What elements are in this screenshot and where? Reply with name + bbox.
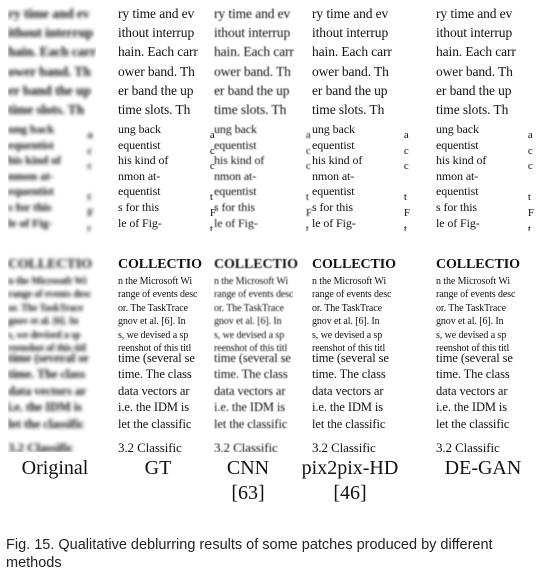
patch-text-line: nmon at- — [8, 168, 54, 183]
side-letter: F — [209, 206, 216, 219]
patch-text-line: n the Microsoft Wi — [312, 276, 386, 287]
side-letter: c — [403, 160, 409, 173]
side-letter — [528, 175, 534, 191]
patch-p5-de-gan — [436, 440, 536, 452]
patch-text-line: ower band. Th — [8, 63, 91, 79]
patch-text-line: n the Microsoft Wi — [118, 276, 192, 287]
patch-text-line: n the Microsoft Wi — [8, 276, 87, 287]
patch-text-line: le of Fig- — [312, 215, 356, 230]
patch-text-line: 3.2 Classific — [118, 440, 182, 452]
patch-text-line: er band the up — [312, 82, 388, 98]
patch-text-line: ry time and ev — [214, 6, 291, 21]
patch-text-line: time (several se — [8, 351, 89, 365]
patch-text-line: time (several se — [436, 351, 513, 365]
patch-text-line: s for this — [436, 199, 478, 214]
patch-text-line: s, we devised a sp — [214, 329, 285, 341]
figure-caption: Fig. 15. Qualitative deblurring results of some patches produced by different methods — [6, 537, 493, 571]
patch-text-line: nmon at- — [436, 168, 479, 183]
patch-text-line: let the classific — [436, 416, 510, 431]
patch-text-line: s for this — [8, 199, 52, 214]
side-letter: c — [527, 144, 533, 157]
patch-text-line: time. The class — [312, 367, 386, 382]
patch-p5-original — [8, 440, 96, 452]
patch-text-line: ung back — [214, 122, 257, 136]
patch-p3-cnn — [214, 254, 314, 355]
patch-p3-de-gan — [436, 254, 536, 355]
patch-text-line: equentist — [118, 184, 161, 199]
patch-text-line: let the classific — [118, 416, 192, 431]
patch-text-line: COLLECTIO — [312, 257, 396, 272]
side-letter: t — [527, 222, 531, 232]
patch-text-line: s for this — [118, 199, 160, 214]
patch-text-line: COLLECTIO — [436, 257, 520, 272]
side-letter: t — [305, 191, 309, 204]
patch-p3-original — [8, 254, 96, 355]
side-letter: t — [209, 191, 213, 204]
patch-text-line: time (several se — [312, 351, 389, 365]
side-letter: F — [527, 206, 534, 219]
patch-text-line: gnov et al. [6]. In — [118, 316, 186, 328]
patch-text-line: ung back — [312, 122, 355, 136]
patch-text-line: ithout interrup — [214, 25, 291, 41]
patch-p1-gt — [118, 4, 218, 119]
patch-text-line: s, we devised a sp — [312, 329, 383, 341]
side-letter: t — [403, 222, 407, 232]
patch-text-line: COLLECTIO — [214, 257, 298, 272]
patch-text-line: ry time and ev — [8, 6, 90, 21]
patch-text-line: le of Fig- — [214, 215, 258, 230]
patch-text-line: gnov et al. [6]. In — [312, 316, 380, 328]
patch-text-line: gnov et al. [6]. In — [214, 316, 282, 328]
patch-text-line: or. The TaskTrace — [312, 302, 382, 314]
patch-text-line: 3.2 Classific — [8, 440, 74, 452]
patch-p5-cnn — [214, 440, 314, 452]
patch-p4-pix2pix-hd — [312, 350, 412, 432]
patch-text-line: i.e. the IDM is — [118, 400, 190, 415]
patch-text-line: equentist — [214, 137, 257, 152]
side-letter: c — [87, 144, 93, 157]
side-letter: t — [403, 191, 407, 204]
column-gt — [118, 0, 218, 452]
side-letter — [404, 175, 410, 191]
patch-p2-pix2pix-hd — [312, 122, 412, 231]
patch-text-line: hain. Each carr — [312, 44, 392, 60]
patch-text-line: 3.2 Classific — [312, 440, 376, 452]
patch-p4-gt — [118, 350, 218, 432]
patch-text-line: time. The class — [8, 367, 86, 382]
side-letter: t — [87, 222, 91, 232]
patch-text-line: or. The TaskTrace — [436, 302, 506, 314]
patch-text-line: reenshot of this titl — [436, 343, 510, 355]
patch-text-line: hain. Each carr — [436, 44, 516, 60]
method-label-cnn: CNN [63] — [226, 457, 270, 504]
side-letter: a — [87, 129, 93, 141]
patch-text-line: equentist — [8, 184, 54, 199]
patch-text-line: equentist — [312, 137, 355, 152]
column-de-gan — [436, 0, 536, 452]
side-letter: t — [87, 191, 91, 204]
method-label-gt: GT — [144, 457, 172, 479]
patch-text-line: or. The TaskTrace — [214, 302, 284, 314]
patch-text-line: nmon at- — [312, 168, 355, 183]
patch-p2-de-gan — [436, 122, 536, 231]
patch-text-line: le of Fig- — [118, 215, 162, 230]
method-label-original: Original — [21, 457, 89, 479]
patch-text-line: let the classific — [8, 416, 85, 431]
side-letter: F — [305, 206, 312, 219]
patch-text-line: or. The TaskTrace — [8, 302, 84, 314]
patch-text-line: his kind of — [436, 153, 487, 168]
patch-text-line: i.e. the IDM is — [436, 400, 508, 415]
patch-text-line: ower band. Th — [312, 63, 389, 79]
method-labels — [0, 456, 545, 516]
patch-text-line: ry time and ev — [436, 6, 513, 21]
patch-text-line: his kind of — [312, 153, 363, 168]
patch-text-line: er band the up — [8, 82, 91, 98]
patch-text-line: 3.2 Classific — [436, 440, 500, 452]
side-letter: t — [527, 191, 531, 204]
patch-text-line: ry time and ev — [118, 6, 195, 21]
patch-text-line: i.e. the IDM is — [8, 400, 82, 415]
patch-side-letters — [404, 128, 410, 231]
patch-text-line: hain. Each carr — [8, 44, 96, 60]
patch-text-line: gnov et al. [6]. In — [436, 316, 504, 328]
patch-text-line: s, we devised a sp — [436, 329, 507, 341]
patch-text-line: time. The class — [118, 367, 192, 382]
side-letter: c — [403, 144, 409, 157]
patch-text-line: time. The class — [214, 367, 288, 382]
patch-text-line: his kind of — [118, 153, 169, 168]
patch-text-line: er band the up — [436, 82, 512, 98]
patch-text-line: time slots. Th — [8, 102, 84, 118]
patch-p1-pix2pix-hd — [312, 4, 412, 119]
patch-text-line: ithout interrup — [118, 25, 195, 41]
patch-text-line: ower band. Th — [436, 63, 513, 79]
patch-text-line: time slots. Th — [436, 102, 509, 118]
patch-text-line: reenshot of this titl — [312, 343, 386, 355]
patch-text-line: equentist — [118, 137, 161, 152]
column-pix2pix-hd — [312, 0, 412, 452]
side-letter: c — [209, 144, 215, 157]
patch-text-line: data vectors ar — [118, 383, 190, 398]
patch-text-line: let the classific — [312, 416, 386, 431]
patch-text-line: le of Fig- — [8, 215, 53, 230]
patch-p3-pix2pix-hd — [312, 254, 412, 355]
method-label-pix2pix-hd: pix2pix-HD [46] — [301, 457, 399, 504]
patch-p3-gt — [118, 254, 218, 355]
patch-text-line: ithout interrup — [312, 25, 389, 41]
patch-text-line: time slots. Th — [214, 102, 287, 118]
patch-text-line: le of Fig- — [436, 215, 480, 230]
patch-text-line: n the Microsoft Wi — [214, 276, 288, 287]
patch-text-line: COLLECTIO — [8, 257, 92, 272]
patch-text-line: equentist — [312, 184, 355, 199]
side-letter: a — [209, 129, 215, 141]
patch-text-line: s for this — [312, 199, 354, 214]
patch-text-line: i.e. the IDM is — [312, 400, 384, 415]
side-letter: F — [87, 206, 94, 219]
method-label-de-gan: DE-GAN — [444, 457, 522, 479]
side-letter: c — [527, 160, 533, 173]
side-letter: c — [87, 160, 93, 173]
patch-text-line: ower band. Th — [214, 63, 291, 79]
patch-text-line: time. The class — [436, 367, 510, 382]
patch-text-line: s, we devised a sp — [118, 329, 189, 341]
patch-p4-cnn — [214, 350, 314, 432]
patch-text-line: time (several se — [118, 351, 195, 365]
patch-text-line: i.e. the IDM is — [214, 400, 286, 415]
patch-text-line: range of events desc — [312, 289, 392, 301]
patch-text-line: n the Microsoft Wi — [436, 276, 510, 287]
patch-p1-cnn — [214, 4, 314, 119]
patch-p2-gt — [118, 122, 218, 231]
patch-text-line: gnov et al. [6]. In — [8, 316, 79, 328]
patch-text-line: ung back — [118, 122, 161, 136]
side-letter: c — [305, 160, 311, 173]
patch-text-line: or. The TaskTrace — [118, 302, 188, 314]
side-letter: a — [527, 129, 533, 141]
patch-side-letters — [528, 128, 534, 231]
patch-p5-pix2pix-hd — [312, 440, 412, 452]
patch-text-line: hain. Each carr — [214, 44, 294, 60]
side-letter: c — [305, 144, 311, 157]
patch-text-line: ithout interrup — [8, 25, 94, 41]
patch-text-line: equentist — [436, 137, 479, 152]
patch-p2-cnn — [214, 122, 314, 231]
patch-text-line: time slots. Th — [118, 102, 191, 118]
patch-text-line: equentist — [8, 137, 54, 152]
column-original — [8, 0, 96, 452]
patch-text-line: reenshot of this titl — [214, 343, 288, 355]
patch-p2-original — [8, 122, 96, 231]
patch-text-line: er band the up — [214, 82, 290, 98]
side-letter: t — [209, 222, 213, 232]
patch-text-line: range of events desc — [436, 289, 516, 301]
patch-p4-de-gan — [436, 350, 536, 432]
patch-text-line: his kind of — [8, 153, 61, 168]
patch-text-line: ung back — [8, 122, 55, 136]
patch-text-line: reenshot of this titl — [118, 343, 192, 355]
patch-text-line: ung back — [436, 122, 479, 136]
patch-text-line: reenshot of this titl — [8, 343, 86, 355]
patch-text-line: s for this — [214, 199, 256, 214]
patch-text-line: er band the up — [118, 82, 194, 98]
patch-text-line: data vectors ar — [8, 383, 87, 398]
patch-text-line: equentist — [436, 184, 479, 199]
patch-text-line: ithout interrup — [436, 25, 513, 41]
patch-text-line: ry time and ev — [312, 6, 389, 21]
side-letter: c — [209, 160, 215, 173]
side-letter: a — [305, 129, 311, 141]
patch-text-line: time slots. Th — [312, 102, 385, 118]
patch-p1-original — [8, 4, 96, 119]
patch-text-line: nmon at- — [118, 168, 161, 183]
patch-text-line: let the classific — [214, 416, 288, 431]
patch-text-line: data vectors ar — [214, 383, 286, 398]
patch-text-line: hain. Each carr — [118, 44, 198, 60]
side-letter: t — [305, 222, 309, 232]
patch-text-line: ower band. Th — [118, 63, 195, 79]
side-letter: F — [403, 206, 410, 219]
patch-text-line: range of events desc — [214, 289, 294, 301]
patch-text-line: equentist — [214, 184, 257, 199]
patch-p1-de-gan — [436, 4, 536, 119]
column-cnn — [214, 0, 314, 452]
patch-text-line: data vectors ar — [312, 383, 384, 398]
patch-text-line: range of events desc — [8, 289, 92, 301]
patch-side-letters — [87, 128, 94, 231]
patch-text-line: time (several se — [214, 351, 291, 365]
side-letter: a — [403, 129, 409, 141]
patch-text-line: nmon at- — [214, 168, 257, 183]
side-letter — [87, 175, 94, 191]
patch-text-line: s, we devised a sp — [8, 329, 81, 341]
patch-text-line: 3.2 Classific — [214, 440, 278, 452]
patch-text-line: his kind of — [214, 153, 265, 168]
patch-text-line: data vectors ar — [436, 383, 508, 398]
patch-text-line: range of events desc — [118, 289, 198, 301]
patch-p5-gt — [118, 440, 218, 452]
patch-p4-original — [8, 350, 96, 432]
patch-text-line: COLLECTIO — [118, 257, 202, 272]
